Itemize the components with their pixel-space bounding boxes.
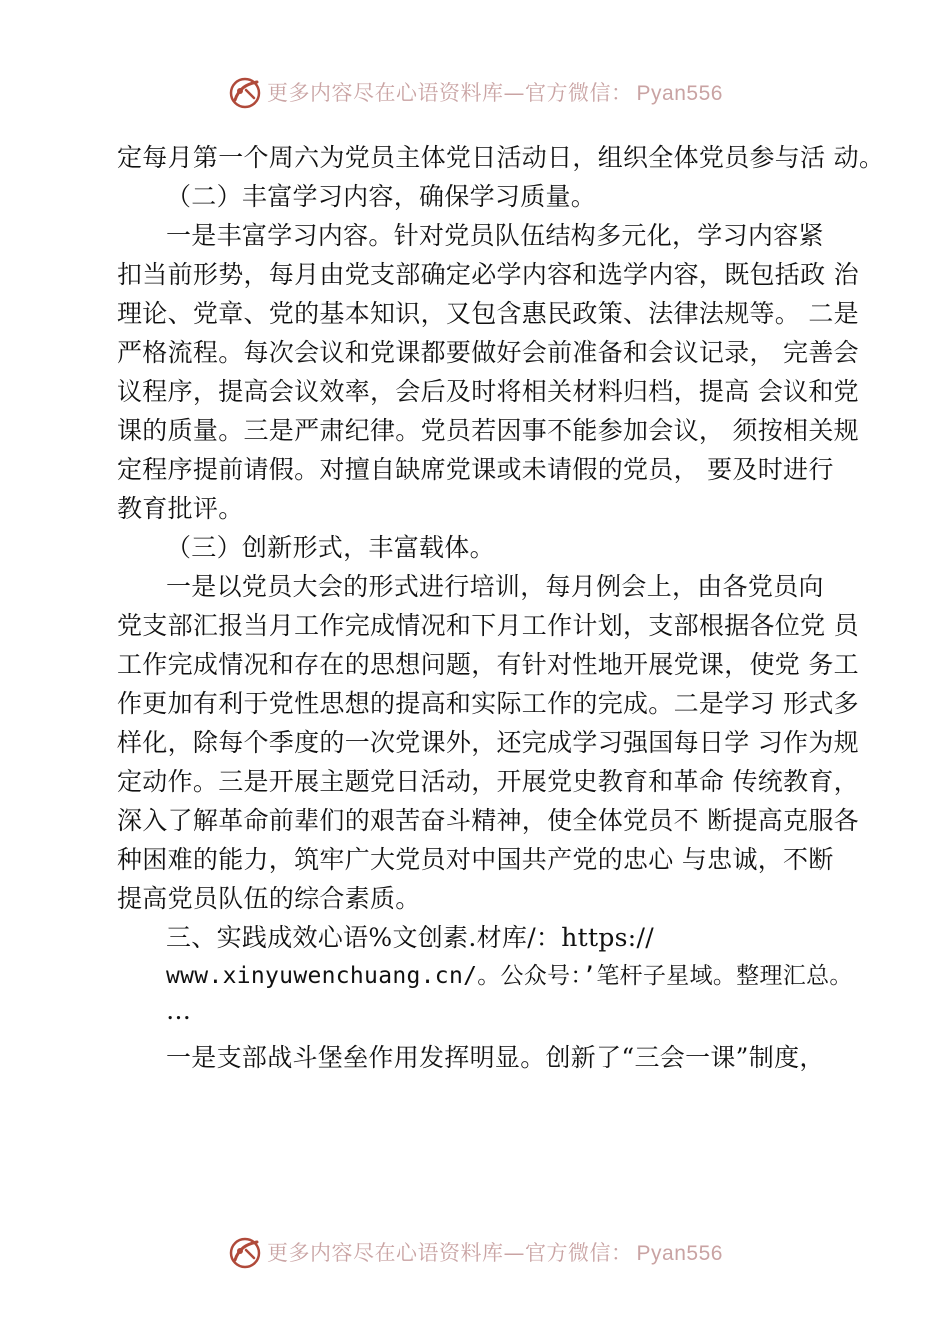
paragraph-line: 课的质量。三是严肃纪律。党员若因事不能参加会议， 须按相关规 bbox=[117, 416, 859, 445]
paragraph-line: 种困难的能力，筑牢广大党员对中国共产党的忠心 与忠诚，不断 bbox=[117, 845, 834, 874]
header-watermark bbox=[0, 72, 950, 112]
url-line: www.xinyuwenchuang.cn/。公众号：’笔杆子星域。整理汇总。 bbox=[166, 963, 853, 989]
footer-watermark bbox=[0, 1232, 950, 1272]
paragraph-line: 党支部汇报当月工作完成情况和下月工作计划，支部根据各位党 员 bbox=[117, 611, 859, 640]
paragraph-line: 理论、党章、党的基本知识，又包含惠民政策、法律法规等。 二是 bbox=[117, 299, 859, 328]
paragraph-line: 教育批评。 bbox=[117, 494, 244, 523]
paragraph-line: 扣当前形势，每月由党支部确定必学内容和选学内容，既包括政 治 bbox=[117, 260, 859, 289]
paragraph-line: 提高党员队伍的综合素质。 bbox=[117, 884, 421, 913]
paragraph-line: 定动作。三是开展主题党日活动，开展党史教育和革命 传统教育， bbox=[117, 767, 859, 796]
wechat-id: Pyan556 bbox=[636, 82, 723, 105]
section-heading: 三、实践成效心语%文创素.材库/：https:// bbox=[166, 923, 654, 952]
paragraph-line: 一是支部战斗堡垒作用发挥明显。创新了“三会一课”制度， bbox=[166, 1043, 825, 1072]
paragraph-line: 样化，除每个季度的一次党课外，还完成学习强国每日学 习作为规 bbox=[117, 728, 859, 757]
paragraph-line: 深入了解革命前辈们的艰苦奋斗精神，使全体党员不 断提高克服各 bbox=[117, 806, 859, 835]
wechat-id: Pyan556 bbox=[636, 1242, 723, 1265]
paragraph-line: 工作完成情况和存在的思想问题，有针对性地开展党课，使党 务工 bbox=[117, 650, 859, 679]
paragraph-line: 定每月第一个周六为党员主体党日活动日，组织全体党员参与活 动。 bbox=[117, 143, 885, 172]
watermark-text: 更多内容尽在心语资料库—官方微信： bbox=[267, 1241, 633, 1265]
paragraph-line: 严格流程。每次会议和党课都要做好会前准备和会议记录， 完善会 bbox=[117, 338, 859, 367]
section-heading: （二）丰富学习内容，确保学习质量。 bbox=[166, 182, 597, 211]
ellipsis-line: … bbox=[166, 996, 192, 1025]
watermark-text: 更多内容尽在心语资料库—官方微信： bbox=[267, 81, 633, 105]
paragraph-line: 作更加有利于党性思想的提高和实际工作的完成。二是学习 形式多 bbox=[117, 689, 859, 718]
document-body bbox=[117, 138, 885, 1077]
paragraph-line: 一是以党员大会的形式进行培训，每月例会上，由各党员向 bbox=[166, 572, 824, 601]
logo-icon bbox=[227, 74, 263, 110]
logo-icon bbox=[227, 1234, 263, 1270]
paragraph-line: 一是丰富学习内容。针对党员队伍结构多元化，学习内容紧 bbox=[166, 221, 824, 250]
paragraph-line: 定程序提前请假。对擅自缺席党课或未请假的党员， 要及时进行 bbox=[117, 455, 834, 484]
paragraph-line: 议程序，提高会议效率，会后及时将相关材料归档，提高 会议和党 bbox=[117, 377, 859, 406]
section-heading: （三）创新形式，丰富载体。 bbox=[166, 533, 495, 562]
